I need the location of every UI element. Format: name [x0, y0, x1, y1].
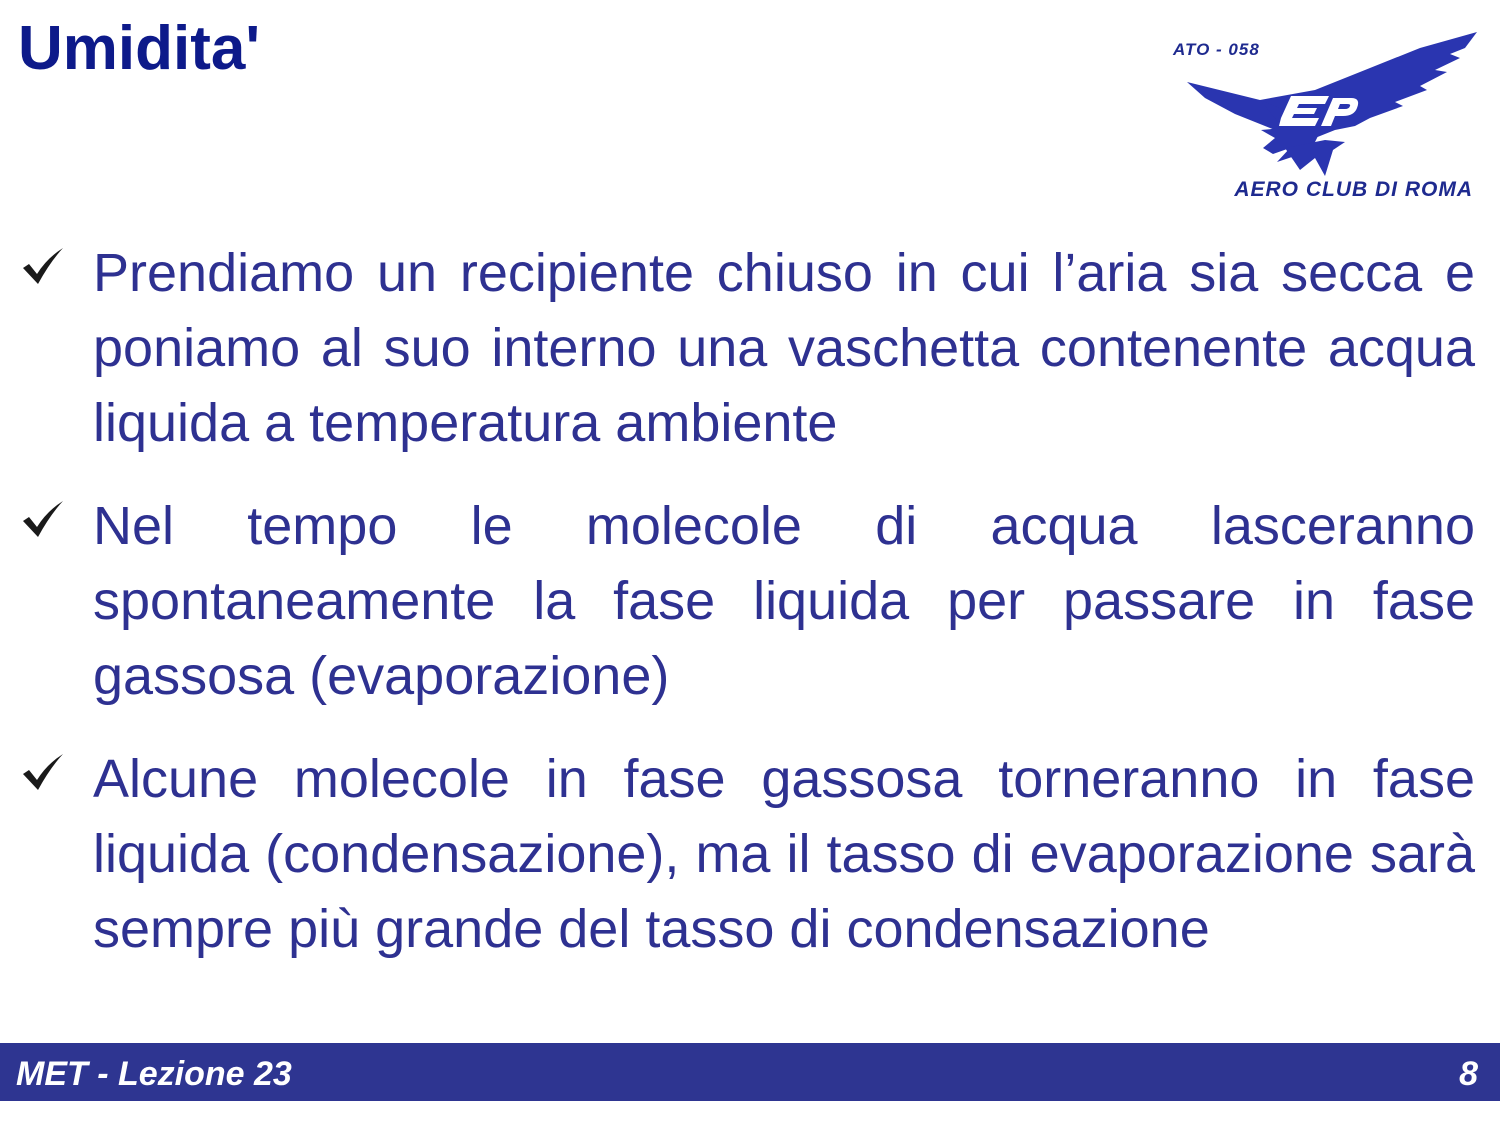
bullet-item — [0, 489, 1500, 714]
footer-lesson-label: MET - Lezione 23 — [16, 1055, 292, 1093]
checkmark-icon — [20, 499, 66, 539]
footer-bar — [0, 1043, 1500, 1101]
checkmark-icon — [20, 246, 66, 286]
bullet-text: Prendiamo un recipiente chiuso in cui l’aria sia secca e poniamo al suo interno una vaschetta contenente acqua liquida a temperatura ambiente — [93, 243, 1475, 453]
bullet-item — [0, 742, 1500, 967]
slide-title: Umidita' — [18, 14, 261, 83]
bullet-list — [0, 236, 1500, 995]
logo-code: ATO - 058 — [1173, 40, 1260, 59]
logo-name: AERO CLUB DI ROMA — [1234, 178, 1473, 201]
aero-club-logo — [1165, 30, 1485, 210]
checkmark-icon — [20, 752, 66, 792]
bullet-text: Alcune molecole in fase gassosa torneranno in fase liquida (condensazione), ma il tasso di evaporazione sarà sempre più grande del tasso di condensazione — [93, 749, 1475, 959]
page-number: 8 — [1459, 1055, 1478, 1093]
bullet-item — [0, 236, 1500, 461]
bullet-text: Nel tempo le molecole di acqua lasceranno spontaneamente la fase liquida per passare in fase gassosa (evaporazione) — [93, 496, 1475, 706]
